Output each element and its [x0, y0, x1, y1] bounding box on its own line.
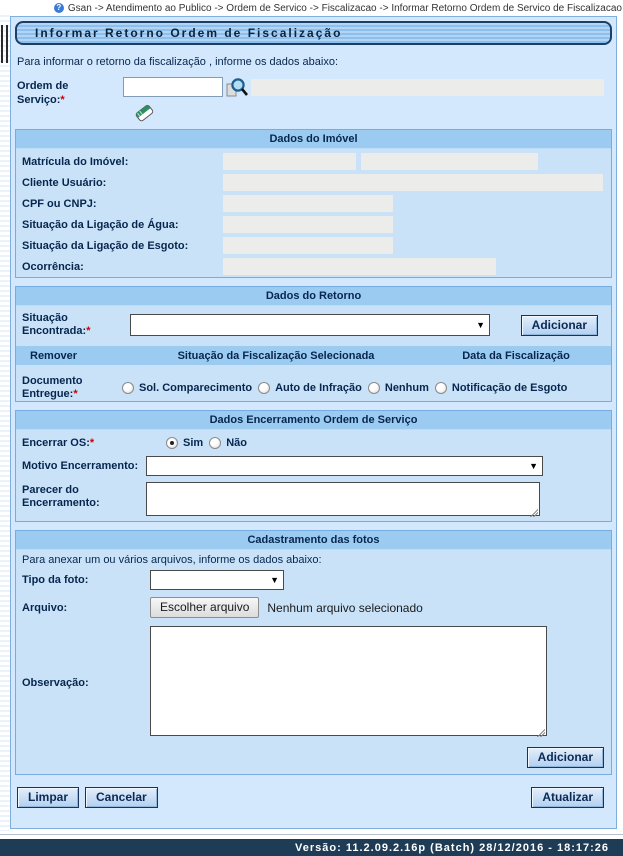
intro-text: Para informar o retorno da fiscalização , informe os dados abaixo:	[17, 56, 338, 68]
situacao-agua-label: Situação da Ligação de Água:	[22, 218, 179, 231]
tipo-foto-label: Tipo da foto:	[22, 574, 89, 586]
ordem-servico-input[interactable]	[123, 77, 223, 97]
frame-edge-line	[6, 25, 8, 63]
file-status-text: Nenhum arquivo selecionado	[267, 600, 423, 615]
radio-sol-comparecimento[interactable]	[122, 382, 134, 394]
adicionar-foto-button[interactable]: Adicionar	[527, 747, 604, 768]
chevron-down-icon: ▼	[476, 319, 485, 330]
fiscalizacao-table-header	[16, 346, 611, 365]
cliente-usuario-value	[223, 174, 603, 191]
panel-encerramento-title: Dados Encerramento Ordem de Serviço	[16, 411, 611, 430]
row-matricula	[16, 153, 611, 170]
matricula-label: Matrícula do Imóvel:	[22, 155, 129, 168]
frame-edge-line	[1, 25, 3, 63]
row-documento-entregue	[22, 375, 605, 401]
row-parecer	[16, 482, 611, 521]
radio-notificacao-esgoto[interactable]	[435, 382, 447, 394]
cpf-cnpj-label: CPF ou CNPJ:	[22, 197, 97, 210]
row-observacao	[16, 626, 611, 739]
panel-dados-imovel	[15, 129, 612, 278]
encerrar-os-radios	[160, 437, 247, 449]
help-icon[interactable]: ?	[54, 3, 64, 13]
radio-label-nenhum: Nenhum	[384, 382, 429, 394]
limpar-button[interactable]: Limpar	[17, 787, 79, 808]
situacao-esgoto-label: Situação da Ligação de Esgoto:	[22, 239, 189, 252]
panel-dados-retorno-title: Dados do Retorno	[16, 287, 611, 306]
row-arquivo	[16, 597, 611, 618]
encerrar-os-label: Encerrar OS:*	[22, 437, 95, 449]
left-gutter	[0, 15, 10, 831]
page-title: Informar Retorno Ordem de Fiscalização	[35, 26, 343, 40]
radio-label-nao: Não	[226, 437, 247, 449]
matricula-value-1	[223, 153, 356, 170]
fotos-adicionar-row	[16, 741, 611, 774]
radio-label-sim: Sim	[183, 437, 204, 449]
chevron-down-icon: ▼	[270, 574, 279, 585]
required-asterisk: *	[60, 94, 65, 106]
observacao-textarea-wrap	[150, 626, 547, 739]
motivo-encerramento-label: Motivo Encerramento:	[22, 460, 139, 472]
motivo-encerramento-select[interactable]	[146, 456, 543, 476]
panel-dados-retorno	[15, 286, 612, 402]
eraser-icon[interactable]	[133, 101, 157, 125]
required-asterisk: *	[89, 437, 95, 449]
cancelar-button[interactable]: Cancelar	[85, 787, 158, 808]
parecer-label: Parecer do Encerramento:	[22, 484, 100, 509]
required-asterisk: *	[86, 325, 91, 337]
documento-entregue-radios	[116, 382, 567, 394]
tipo-foto-select[interactable]	[150, 570, 284, 590]
radio-label-auto-infracao: Auto de Infração	[275, 382, 362, 394]
ocorrencia-label: Ocorrência:	[22, 260, 84, 273]
radio-nao[interactable]	[209, 437, 221, 449]
ordem-servico-label: Ordem de Serviço:*	[17, 80, 69, 106]
chevron-down-icon: ▼	[529, 460, 538, 471]
row-cpf-cnpj	[16, 195, 611, 212]
col-remover: Remover	[30, 349, 78, 362]
row-ocorrencia	[16, 258, 611, 277]
documento-entregue-label: Documento Entregue:*	[22, 375, 83, 400]
row-situacao-encontrada	[16, 312, 611, 338]
fotos-intro: Para anexar um ou vários arquivos, informe os dados abaixo:	[22, 554, 322, 566]
version-text: Versão: 11.2.09.2.16p (Batch) 28/12/2016 - 18:17:26	[295, 841, 609, 854]
observacao-label: Observação:	[22, 676, 89, 689]
version-footer	[0, 839, 623, 856]
panel-dados-imovel-title: Dados do Imóvel	[16, 130, 611, 149]
radio-label-notificacao-esgoto: Notificação de Esgoto	[451, 382, 568, 394]
parecer-textarea[interactable]	[146, 482, 540, 516]
row-encerrar-os	[16, 437, 611, 449]
radio-label-sol-comparecimento: Sol. Comparecimento	[139, 382, 253, 394]
ocorrencia-value	[223, 258, 496, 275]
col-data-fiscalizacao: Data da Fiscalização	[462, 349, 570, 362]
parecer-textarea-wrap	[146, 482, 540, 519]
situacao-agua-value	[223, 216, 393, 233]
breadcrumb	[0, 0, 623, 15]
row-cliente-usuario	[16, 174, 611, 191]
situacao-encontrada-label: Situação Encontrada:*	[22, 312, 91, 337]
cpf-cnpj-value	[223, 195, 393, 212]
situacao-esgoto-value	[223, 237, 393, 254]
radio-nenhum[interactable]	[368, 382, 380, 394]
page-title-bar	[15, 21, 612, 45]
col-situacao-selecionada: Situação da Fiscalização Selecionada	[177, 349, 375, 362]
arquivo-label: Arquivo:	[22, 601, 68, 614]
main-frame	[10, 16, 617, 829]
panel-encerramento	[15, 410, 612, 522]
radio-sim[interactable]	[166, 437, 178, 449]
observacao-textarea[interactable]	[150, 626, 547, 736]
cliente-usuario-label: Cliente Usuário:	[22, 176, 107, 189]
choose-file-button[interactable]: Escolher arquivo	[150, 597, 259, 618]
row-tipo-foto	[16, 570, 611, 590]
search-magnifier-icon[interactable]	[226, 77, 248, 99]
ordem-servico-row	[17, 77, 610, 129]
adicionar-situacao-button[interactable]: Adicionar	[521, 315, 598, 336]
panel-fotos-title: Cadastramento das fotos	[16, 531, 611, 550]
required-asterisk: *	[73, 388, 78, 400]
situacao-encontrada-select[interactable]	[130, 314, 490, 336]
footer-separator	[0, 834, 623, 835]
row-situacao-esgoto	[16, 237, 611, 254]
row-motivo-encerramento	[16, 456, 611, 476]
form-actions	[17, 787, 610, 808]
breadcrumb-path: Gsan -> Atendimento ao Publico -> Ordem de Servico -> Fiscalizacao -> Informar Retorno Ordem de Servico de Fiscalizacao	[67, 2, 622, 14]
matricula-value-2	[361, 153, 538, 170]
radio-auto-infracao[interactable]	[258, 382, 270, 394]
atualizar-button[interactable]: Atualizar	[531, 787, 604, 808]
panel-fotos	[15, 530, 612, 775]
row-situacao-agua	[16, 216, 611, 233]
ordem-servico-readonly	[251, 79, 604, 96]
